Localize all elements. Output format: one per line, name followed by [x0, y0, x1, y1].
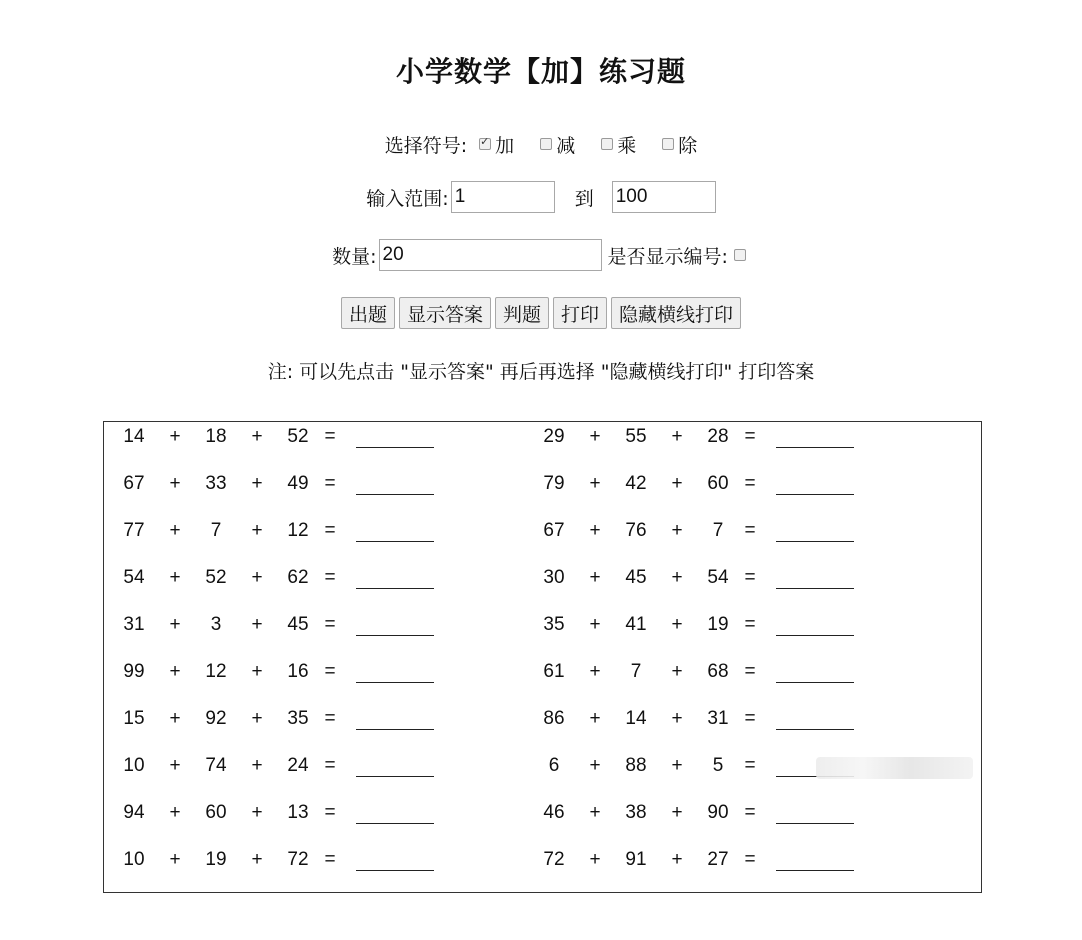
- equals: =: [324, 520, 336, 541]
- answer-blank[interactable]: [776, 709, 854, 730]
- operand: 92: [205, 708, 227, 729]
- operand: 7: [712, 520, 724, 541]
- operand: 54: [707, 567, 729, 588]
- operand: 67: [543, 520, 565, 541]
- operator: +: [251, 426, 263, 447]
- operand: 55: [625, 426, 647, 447]
- operand: 14: [625, 708, 647, 729]
- answer-blank[interactable]: [356, 568, 434, 589]
- operand: 33: [205, 473, 227, 494]
- problem-right: [534, 469, 854, 499]
- operand: 91: [625, 849, 647, 870]
- count-input[interactable]: 20: [379, 239, 602, 271]
- problem-left: [114, 798, 434, 828]
- operand: 7: [630, 661, 642, 682]
- generate-button[interactable]: 出题: [341, 297, 395, 329]
- operator-checkbox-subtract[interactable]: [540, 131, 575, 158]
- operand: 61: [543, 661, 565, 682]
- range-from-input[interactable]: 1: [451, 181, 555, 213]
- operator: +: [589, 661, 601, 682]
- operator: +: [671, 661, 683, 682]
- operand: 72: [543, 849, 565, 870]
- answer-blank[interactable]: [776, 568, 854, 589]
- problem-left: [114, 563, 434, 593]
- operand: 19: [707, 614, 729, 635]
- count-label: 数量:: [332, 245, 377, 268]
- operator: +: [169, 661, 181, 682]
- operand: 76: [625, 520, 647, 541]
- operator: +: [671, 802, 683, 823]
- operator-option-label: 加: [495, 134, 515, 157]
- problem-left: [114, 422, 434, 452]
- answer-blank[interactable]: [356, 709, 434, 730]
- problem-right: [534, 563, 854, 593]
- problem-right: [534, 610, 854, 640]
- operand: 28: [707, 426, 729, 447]
- problem-right: [534, 798, 854, 828]
- equals: =: [324, 567, 336, 588]
- operator: +: [671, 426, 683, 447]
- operand: 31: [123, 614, 145, 635]
- answer-blank[interactable]: [776, 662, 854, 683]
- operand: 72: [287, 849, 309, 870]
- operand: 19: [205, 849, 227, 870]
- range-to-input[interactable]: 100: [612, 181, 716, 213]
- operand: 16: [287, 661, 309, 682]
- operator-option-label: 除: [678, 134, 698, 157]
- operand: 52: [287, 426, 309, 447]
- checkbox-box[interactable]: [601, 138, 613, 150]
- operand: 18: [205, 426, 227, 447]
- answer-blank[interactable]: [356, 803, 434, 824]
- answer-blank[interactable]: [776, 850, 854, 871]
- operand: 67: [123, 473, 145, 494]
- operator: +: [251, 849, 263, 870]
- answer-blank[interactable]: [776, 615, 854, 636]
- problem-left: [114, 516, 434, 546]
- operator: +: [671, 614, 683, 635]
- operand: 90: [707, 802, 729, 823]
- equals: =: [744, 708, 756, 729]
- problem-right: [534, 751, 854, 781]
- answer-blank[interactable]: [356, 615, 434, 636]
- operator: +: [589, 755, 601, 776]
- operator: +: [589, 426, 601, 447]
- operator: +: [671, 520, 683, 541]
- operator: +: [589, 473, 601, 494]
- blurred-overlay: [816, 757, 973, 779]
- operator: +: [169, 755, 181, 776]
- equals: =: [744, 426, 756, 447]
- equals: =: [324, 614, 336, 635]
- equals: =: [744, 567, 756, 588]
- checkbox-box[interactable]: [662, 138, 674, 150]
- operand: 52: [205, 567, 227, 588]
- operand: 14: [123, 426, 145, 447]
- operand: 10: [123, 849, 145, 870]
- operator-option-label: 减: [556, 134, 576, 157]
- operand: 29: [543, 426, 565, 447]
- operator: +: [169, 473, 181, 494]
- equals: =: [744, 755, 756, 776]
- operand: 35: [287, 708, 309, 729]
- operand: 6: [548, 755, 560, 776]
- operator-option-label: 乘: [617, 134, 637, 157]
- operand: 41: [625, 614, 647, 635]
- operator: +: [251, 802, 263, 823]
- operand: 45: [625, 567, 647, 588]
- operator-selector: [0, 130, 1082, 158]
- operator-checkbox-add[interactable]: [479, 131, 514, 158]
- operand: 62: [287, 567, 309, 588]
- operator: +: [251, 708, 263, 729]
- operator: +: [589, 802, 601, 823]
- answer-blank[interactable]: [356, 427, 434, 448]
- show-answer-button[interactable]: 显示答案: [399, 297, 491, 329]
- equals: =: [744, 802, 756, 823]
- operator: +: [251, 473, 263, 494]
- operand: 12: [287, 520, 309, 541]
- page-title: 小学数学【加】练习题: [395, 55, 686, 88]
- problem-left: [114, 657, 434, 687]
- checkbox-box[interactable]: [479, 138, 491, 150]
- equals: =: [324, 426, 336, 447]
- problem-right: [534, 845, 854, 875]
- operator: +: [169, 567, 181, 588]
- answer-blank[interactable]: [776, 427, 854, 448]
- operator: +: [671, 567, 683, 588]
- operand: 42: [625, 473, 647, 494]
- problem-right: [534, 704, 854, 734]
- show-number-label: 是否显示编号:: [607, 245, 728, 268]
- answer-blank[interactable]: [776, 521, 854, 542]
- operand: 79: [543, 473, 565, 494]
- show-number-checkbox[interactable]: [734, 249, 746, 261]
- operand: 94: [123, 802, 145, 823]
- answer-blank[interactable]: [356, 474, 434, 495]
- problem-right: [534, 657, 854, 687]
- operand: 49: [287, 473, 309, 494]
- operand: 54: [123, 567, 145, 588]
- operator: +: [589, 614, 601, 635]
- range-row: [0, 181, 1082, 213]
- instruction-note: 注: 可以先点击 "显示答案" 再后再选择 "隐藏横线打印" 打印答案: [267, 360, 815, 383]
- operator: +: [671, 755, 683, 776]
- operator: +: [169, 520, 181, 541]
- checkbox-box[interactable]: [540, 138, 552, 150]
- operand: 7: [210, 520, 222, 541]
- equals: =: [744, 849, 756, 870]
- operand: 77: [123, 520, 145, 541]
- operator: +: [169, 708, 181, 729]
- answer-blank[interactable]: [776, 474, 854, 495]
- operand: 10: [123, 755, 145, 776]
- operand: 60: [205, 802, 227, 823]
- operand: 88: [625, 755, 647, 776]
- operand: 38: [625, 802, 647, 823]
- print-button[interactable]: 打印: [553, 297, 607, 329]
- equals: =: [324, 708, 336, 729]
- equals: =: [744, 520, 756, 541]
- operand: 15: [123, 708, 145, 729]
- operand: 60: [707, 473, 729, 494]
- equals: =: [324, 802, 336, 823]
- operand: 31: [707, 708, 729, 729]
- count-row: [0, 239, 1082, 271]
- operand: 13: [287, 802, 309, 823]
- operator: +: [251, 661, 263, 682]
- answer-blank[interactable]: [776, 803, 854, 824]
- operator: +: [589, 708, 601, 729]
- operand: 99: [123, 661, 145, 682]
- print-hidden-lines-button[interactable]: 隐藏横线打印: [611, 297, 741, 329]
- operand: 74: [205, 755, 227, 776]
- operator: +: [251, 755, 263, 776]
- operator: +: [169, 426, 181, 447]
- operator: +: [169, 849, 181, 870]
- operator: +: [251, 520, 263, 541]
- operand: 45: [287, 614, 309, 635]
- operand: 30: [543, 567, 565, 588]
- problem-left: [114, 704, 434, 734]
- range-label: 输入范围:: [366, 187, 449, 210]
- answer-blank[interactable]: [356, 662, 434, 683]
- judge-button[interactable]: 判题: [495, 297, 549, 329]
- operator-checkbox-divide[interactable]: [662, 131, 697, 158]
- operand: 3: [210, 614, 222, 635]
- operand: 5: [712, 755, 724, 776]
- problem-left: [114, 469, 434, 499]
- operator: +: [671, 473, 683, 494]
- problem-left: [114, 845, 434, 875]
- problem-left: [114, 751, 434, 781]
- operator-checkbox-multiply[interactable]: [601, 131, 636, 158]
- equals: =: [324, 849, 336, 870]
- answer-blank[interactable]: [356, 521, 434, 542]
- range-to-label: 到: [574, 187, 594, 210]
- operand: 46: [543, 802, 565, 823]
- equals: =: [744, 473, 756, 494]
- operator: +: [251, 614, 263, 635]
- operand: 24: [287, 755, 309, 776]
- problem-left: [114, 610, 434, 640]
- operand: 27: [707, 849, 729, 870]
- operator: +: [589, 849, 601, 870]
- equals: =: [324, 473, 336, 494]
- operator: +: [671, 708, 683, 729]
- operator: +: [589, 520, 601, 541]
- problem-grid: [103, 421, 982, 893]
- equals: =: [324, 661, 336, 682]
- operand: 86: [543, 708, 565, 729]
- operator: +: [169, 802, 181, 823]
- equals: =: [744, 614, 756, 635]
- operator: +: [589, 567, 601, 588]
- answer-blank[interactable]: [356, 850, 434, 871]
- operator: +: [251, 567, 263, 588]
- operand: 35: [543, 614, 565, 635]
- operand: 12: [205, 661, 227, 682]
- action-buttons: [0, 297, 1082, 329]
- operator-label: 选择符号:: [384, 134, 468, 157]
- operator: +: [169, 614, 181, 635]
- answer-blank[interactable]: [356, 756, 434, 777]
- problem-right: [534, 516, 854, 546]
- operand: 68: [707, 661, 729, 682]
- problem-right: [534, 422, 854, 452]
- equals: =: [744, 661, 756, 682]
- operator: +: [671, 849, 683, 870]
- equals: =: [324, 755, 336, 776]
